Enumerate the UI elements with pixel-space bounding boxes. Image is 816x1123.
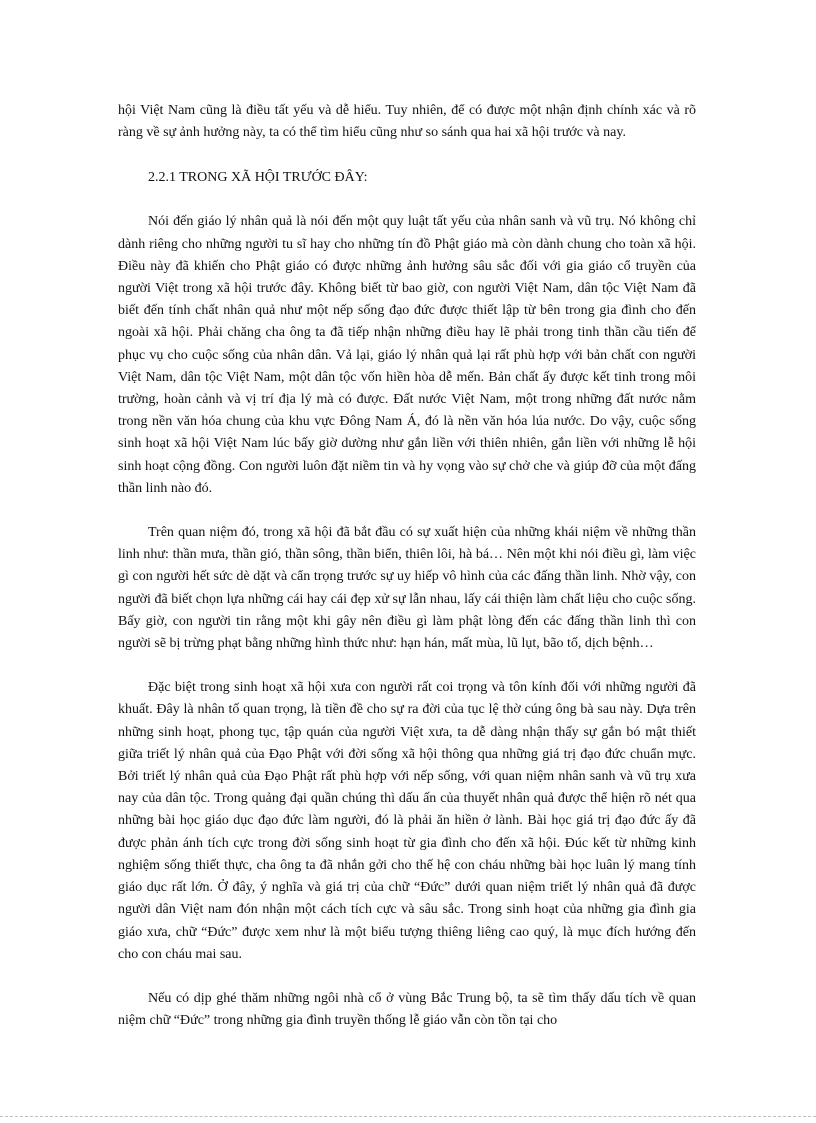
body-paragraph-3: Đặc biệt trong sinh hoạt xã hội xưa con người rất coi trọng và tôn kính đối với những người đã khuất. Đây là nhân tố quan trọng, là tiền đề cho sự ra đời của tục lệ thờ cúng ông bà sau này. Dựa trên những sinh hoạt, phong tục, tập quán của người Việt xưa, ta dễ dàng nhận thấy sự gắn bó mật thiết giữa triết lý nhân quả của Đạo Phật với đời sống xã hội thông qua những giá trị đạo đức chuẩn mực. Bởi triết lý nhân quả của Đạo Phật rất phù hợp với nếp sống, với quan niệm nhân sanh và vũ trụ xưa nay của dân tộc. Trong quảng đại quần chúng thì dấu ấn của thuyết nhân quả được thể hiện rõ nét qua những bài học giáo dục đạo đức làm người, đó là phải ăn hiền ở lành. Bài học giá trị đạo đức ấy đã được phản ánh tích cực trong đời sống sinh hoạt từ gia đình cho đến xã hội. Đúc kết từ những kinh nghiệm sống thiết thực, cha ông ta đã nhắn gởi cho thế hệ con cháu những bài học luân lý mang tính giáo dục rất lớn. Ở đây, ý nghĩa và giá trị của chữ “Đức” dưới quan niệm triết lý nhân quả đã được người dân Việt nam đón nhận một cách tích cực và sâu sắc. Trong sinh hoạt của những gia đình gia giáo xưa, chữ “Đức” được xem như là một biểu tượng thiêng liêng cao quý, là mục đích hướng đến cho con cháu mai sau. bbox=[118, 680, 696, 962]
intro-paragraph: hội Việt Nam cũng là điều tất yếu và dễ hiểu. Tuy nhiên, để có được một nhận định chính xác và rõ ràng về sự ảnh hưởng này, ta có thể tìm hiểu cũng như so sánh qua hai xã hội trước và nay. bbox=[118, 103, 696, 141]
body-paragraph-1: Nói đến giáo lý nhân quả là nói đến một quy luật tất yếu của nhân sanh và vũ trụ. Nó không chỉ dành riêng cho những người tu sĩ hay cho những tín đồ Phật giáo mà còn dành chung cho toàn xã hội. Điều này đã khiến cho Phật giáo có được những ảnh hưởng sâu sắc đối với gia giáo cổ truyền của người Việt trong xã hội trước đây. Không biết từ bao giờ, con người Việt Nam, dân tộc Việt Nam đã biết đến tính chất nhân quả như một nếp sống đạo đức được thiết lập từ bên trong gia đình cho đến ngoài xã hội. Phải chăng cha ông ta đã tiếp nhận những điều hay lẽ phải trong tinh thần cầu tiến để phục vụ cho cuộc sống của nhân dân. Vả lại, giáo lý nhân quả lại rất phù hợp với bản chất con người Việt Nam, dân tộc Việt Nam, một dân tộc vốn hiền hòa dễ mến. Bản chất ấy được kết tinh trong môi trường, hoàn cảnh và vị trí địa lý mà có được. Đất nước Việt Nam, một trong những đất nước nằm trong nền văn hóa chung của khu vực Đông Nam Á, đó là nền văn hóa lúa nước. Do vậy, cuộc sống sinh hoạt xã hội Việt Nam lúc bấy giờ dường như gắn liền với thiên nhiên, gắn liền với những lễ hội sinh hoạt cộng đồng. Con người luôn đặt niềm tin và hy vọng vào sự chở che và giúp đỡ của một đấng thần linh nào đó. bbox=[118, 214, 696, 496]
body-paragraph-4: Nếu có dịp ghé thăm những ngôi nhà cổ ở vùng Bắc Trung bộ, ta sẽ tìm thấy dấu tích về quan niệm chữ “Đức” trong những gia đình truyền thống lễ giáo vẫn còn tồn tại cho bbox=[118, 990, 696, 1029]
page-bottom-border bbox=[0, 1116, 816, 1123]
body-paragraph-2: Trên quan niệm đó, trong xã hội đã bắt đầu có sự xuất hiện của những khái niệm về những thần linh như: thần mưa, thần gió, thần sông, thần biển, thiên lôi, hà bá… Nên một khi nói điều gì, làm việc gì con người hết sức dè dặt và cẩn trọng trước sự uy hiếp vô hình của các đấng thần linh. Nhờ vậy, con người đã biết chọn lựa những cái hay cái đẹp xử sự lẫn nhau, lấy cái thiện làm chất liệu cho cuộc sống. Bấy giờ, con người tin rằng một khi gây nên điều gì làm phật lòng đến các đấng thần linh thì con người sẽ bị trừng phạt bằng những hình thức như: hạn hán, mất mùa, lũ lụt, bão tố, dịch bệnh… bbox=[118, 525, 696, 652]
document-page bbox=[118, 100, 696, 1032]
section-heading: 2.2.1 TRONG XÃ HỘI TRƯỚC ĐÂY: bbox=[148, 170, 368, 186]
